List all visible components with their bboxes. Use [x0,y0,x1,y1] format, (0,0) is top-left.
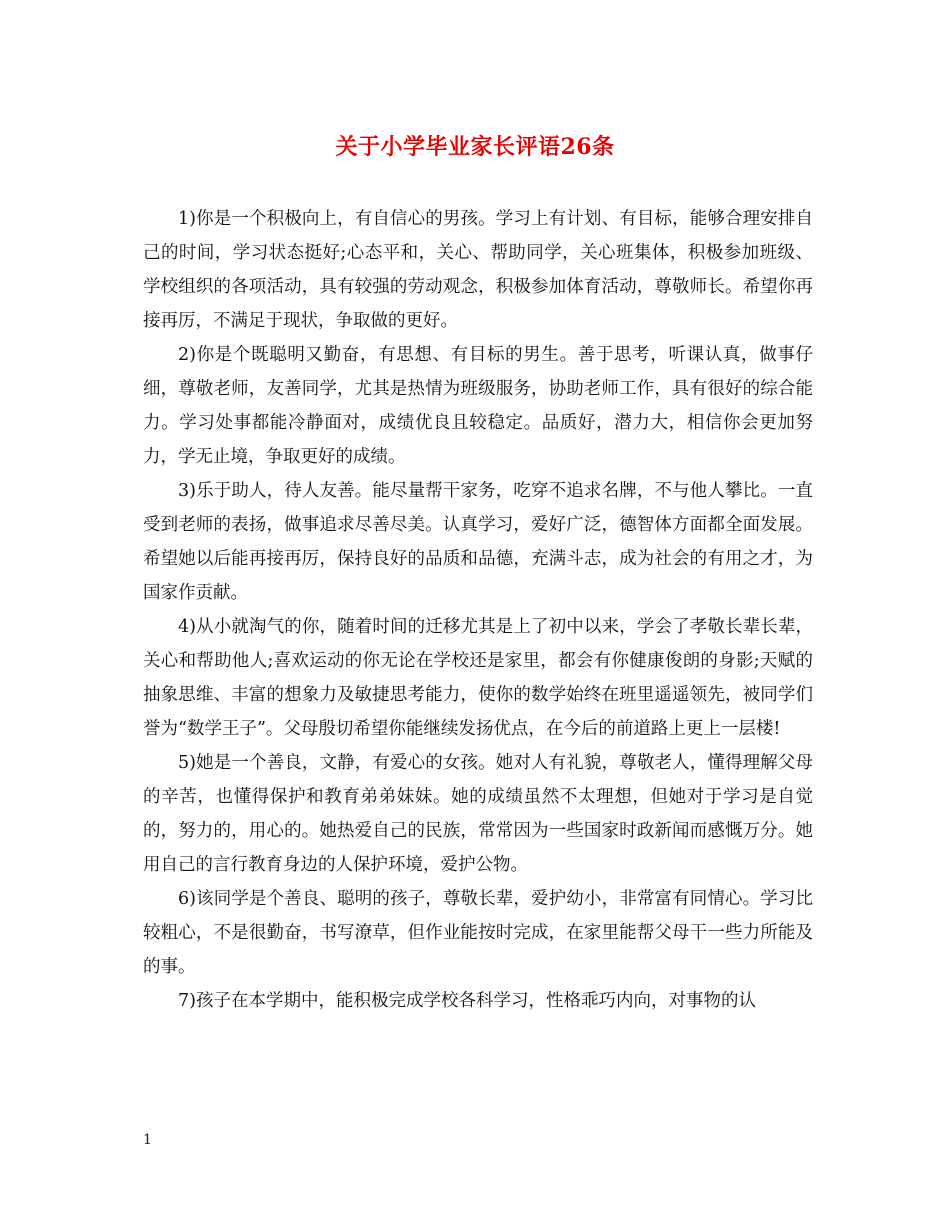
paragraph-3: 3)乐于助人，待人友善。能尽量帮干家务，吃穿不追求名牌，不与他人攀比。一直受到老师的表扬，做事追求尽善尽美。认真学习，爱好广泛，德智体方面都全面发展。希望她以后能再接再厉，保持良好的品质和品德，充满斗志，成为社会的有用之才，为国家作贡献。 [143,481,813,603]
paragraph-7: 7)孩子在本学期中，能积极完成学校各科学习，性格乖巧内向，对事物的认 [178,991,756,1011]
paragraph-1: 1)你是一个积极向上，有自信心的男孩。学习上有计划、有目标，能够合理安排自己的时间，学习状态挺好;心态平和，关心、帮助同学，关心班集体，积极参加班级、学校组织的各项活动，具有较强的劳动观念，积极参加体育活动，尊敬师长。希望你再接再厉，不满足于现状，争取做的更好。 [143,209,813,331]
paragraph-5: 5)她是一个善良，文静，有爱心的女孩。她对人有礼貌，尊敬老人，懂得理解父母的辛苦，也懂得保护和教育弟弟妹妹。她的成绩虽然不太理想，但她对于学习是自觉的，努力的，用心的。她热爱自己的民族，常常因为一些国家时政新闻而感慨万分。她用自己的言行教育身边的人保护环境，爱护公物。 [143,753,813,875]
page-number: 1 [143,1132,152,1148]
paragraph-2: 2)你是个既聪明又勤奋，有思想、有目标的男生。善于思考，听课认真，做事仔细，尊敬老师，友善同学，尤其是热情为班级服务，协助老师工作，具有很好的综合能力。学习处事都能冷静面对，成绩优良且较稳定。品质好，潜力大，相信你会更加努力，学无止境，争取更好的成绩。 [143,345,813,467]
paragraph-6: 6)该同学是个善良、聪明的孩子，尊敬长辈，爱护幼小，非常富有同情心。学习比较粗心，不是很勤奋，书写潦草，但作业能按时完成，在家里能帮父母干一些力所能及的事。 [143,889,813,977]
document-body [143,202,813,1018]
document-title: 关于小学毕业家长评语26条 [335,134,615,160]
paragraph-4: 4)从小就淘气的你，随着时间的迁移尤其是上了初中以来，学会了孝敬长辈长辈，关心和帮助他人;喜欢运动的你无论在学校还是家里，都会有你健康俊朗的身影;天赋的抽象思维、丰富的想象力及敏捷思考能力，使你的数学始终在班里遥遥领先，被同学们誉为“数学王子”。父母殷切希望你能继续发扬优点，在今后的前道路上更上一层楼! [143,617,813,739]
